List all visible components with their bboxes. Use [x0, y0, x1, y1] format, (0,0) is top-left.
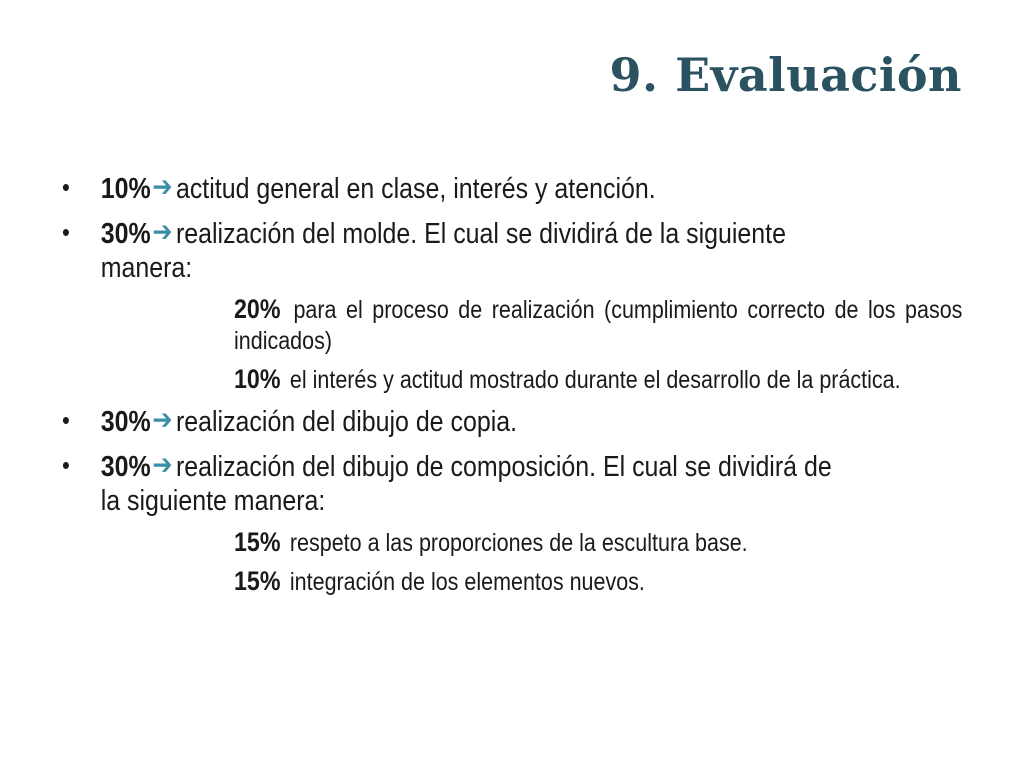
right-arrow-icon: ➔	[152, 404, 173, 435]
evaluation-list	[62, 170, 963, 605]
sub-item	[234, 566, 962, 598]
sub-percentage: 15%	[234, 566, 281, 596]
sub-text: el interés y actitud mostrado durante el desarrollo de la práctica.	[289, 366, 901, 394]
sub-percentage: 15%	[234, 527, 281, 557]
bullet-item	[62, 403, 840, 439]
sub-item	[234, 294, 962, 357]
bullet-text: realización del dibujo de copia.	[175, 406, 518, 438]
sub-text: integración de los elementos nuevos.	[289, 568, 645, 596]
percentage: 30%	[100, 451, 151, 483]
sub-text: para el proceso de realización (cumplimiento correcto de los pasos indicados)	[234, 296, 963, 355]
bullet-item	[62, 170, 840, 206]
sub-item	[234, 527, 962, 559]
sub-text: respeto a las proporciones de la escultura base.	[289, 529, 748, 557]
right-arrow-icon: ➔	[152, 449, 173, 480]
bullet-item	[62, 448, 840, 518]
bullet-dot: •	[62, 172, 70, 202]
sub-percentage: 10%	[234, 364, 281, 394]
right-arrow-icon: ➔	[152, 171, 173, 202]
bullet-dot: •	[62, 217, 70, 247]
sub-item	[234, 364, 962, 396]
percentage: 10%	[100, 173, 151, 205]
bullet-dot: •	[62, 450, 70, 480]
sub-percentage: 20%	[234, 294, 281, 324]
percentage: 30%	[100, 406, 151, 438]
bullet-text: realización del molde. El cual se dividirá de la siguiente manera:	[100, 218, 786, 284]
bullet-dot: •	[62, 405, 70, 435]
bullet-text: actitud general en clase, interés y atención.	[175, 173, 656, 205]
percentage: 30%	[100, 218, 151, 250]
bullet-item	[62, 215, 840, 285]
right-arrow-icon: ➔	[152, 216, 173, 247]
bullet-text: realización del dibujo de composición. El cual se dividirá de la siguiente manera:	[100, 451, 832, 517]
slide-title: 9. Evaluación	[609, 48, 962, 102]
